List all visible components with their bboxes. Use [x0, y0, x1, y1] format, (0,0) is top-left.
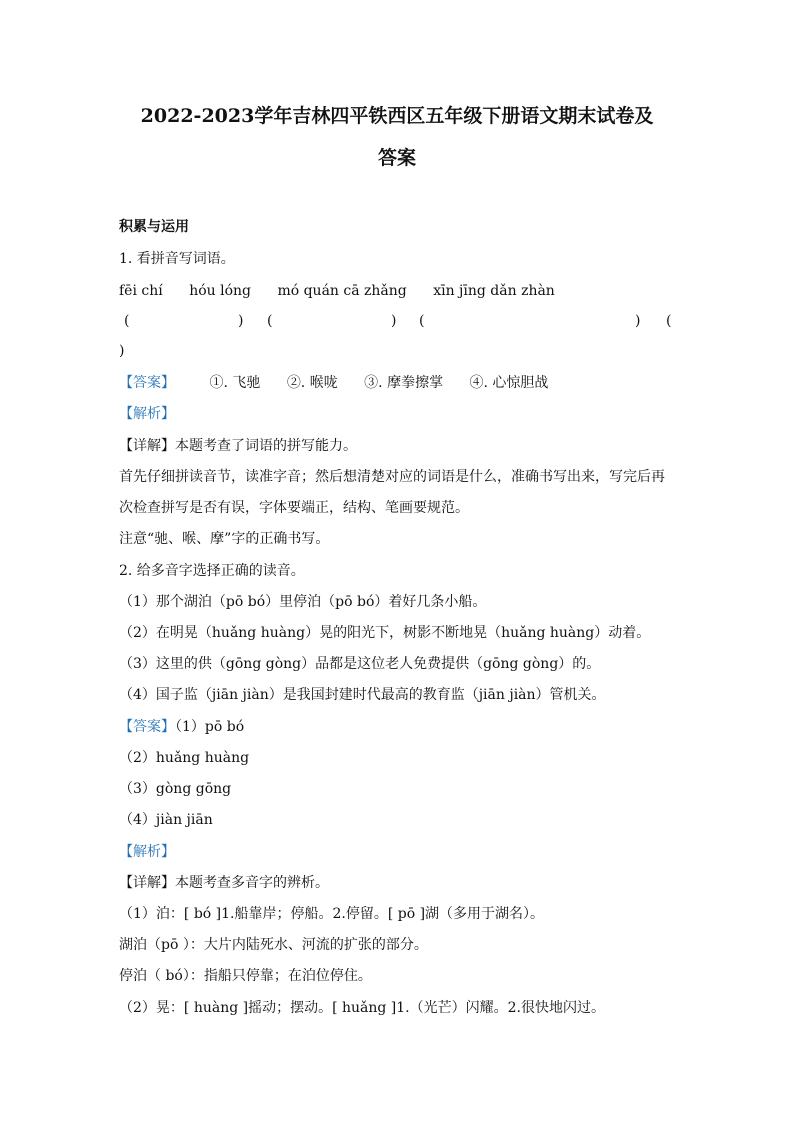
q1-answer-4: ④. 心惊胆战 [469, 375, 549, 391]
q2-stem: 2. 给多音字选择正确的读音。 [119, 563, 305, 579]
q1-blank-3-close: ) [635, 313, 641, 329]
q1-answer-1: ①. 飞驰 [209, 375, 261, 391]
q1-blank-1-close: ) [238, 313, 244, 329]
document-title-line2: 答案 [377, 147, 416, 169]
q1-blank-1-open: ( [124, 313, 130, 329]
q1-para-1: 首先仔细拼读音节，读准字音；然后想清楚对应的词语是什么，准确书写出来，写完后再 [119, 469, 665, 485]
q2-answer-3: （3）gòng gōng [119, 781, 232, 797]
q1-blank-2-open: ( [267, 313, 273, 329]
q2-line-1: （1）泊：[ bó ]1.船靠岸；停船。2.停留。[ pō ]湖（多用于湖名）。 [119, 906, 545, 922]
q2-answer-1 [119, 717, 244, 737]
section-heading: 积累与运用 [119, 219, 189, 235]
q2-answer-tag: 【答案】 [119, 719, 175, 735]
q2-line-2: 湖泊（pō ）：大片内陆死水、河流的扩张的部分。 [119, 937, 428, 953]
q2-detail-text: 本题考查多音字的辨析。 [175, 875, 329, 891]
q2-detail [119, 873, 329, 893]
q1-detail [119, 436, 357, 456]
q2-item-2: （2）在明晃（huǎng huàng）晃的阳光下，树影不断地晃（huǎng huàng）动着。 [119, 625, 651, 641]
q1-blank-4-close: ) [119, 343, 125, 359]
q2-answer-4: （4）jiàn jiān [119, 812, 213, 828]
q1-blank-4-open: ( [666, 313, 672, 329]
q2-item-4: （4）国子监（jiān jiàn）是我国封建时代最高的教育监（jiān jiàn）管机关。 [119, 687, 606, 703]
document-title-line1: 2022-2023学年吉林四平铁西区五年级下册语文期末试卷及 [140, 105, 654, 127]
q1-analysis-tag: 【解析】 [119, 406, 175, 422]
q2-detail-tag: 【详解】 [119, 875, 175, 891]
q1-detail-text: 本题考查了词语的拼写能力。 [175, 438, 357, 454]
q1-answer-tag: 【答案】 [119, 375, 175, 391]
q1-note: 注意“驰、喉、摩”字的正确书写。 [119, 531, 330, 547]
q2-line-3: 停泊（ bó）：指船只停靠；在泊位停住。 [119, 968, 372, 984]
q1-pinyin-4: xīn jīng dǎn zhàn [433, 283, 555, 299]
q1-stem: 1. 看拼音写词语。 [119, 251, 235, 267]
q1-pinyin-1: fēi chí [119, 283, 163, 299]
q2-answer-2: （2）huǎng huàng [119, 750, 250, 766]
q2-item-3: （3）这里的供（gōng gòng）品都是这位老人免费提供（gōng gòng）的。 [119, 656, 601, 672]
q1-blank-3-open: ( [419, 313, 425, 329]
q1-blank-2-close: ) [391, 313, 397, 329]
q1-answer [119, 373, 548, 393]
q1-para-2: 次检查拼写是否有误，字体要端正，结构、笔画要规范。 [119, 500, 469, 516]
q1-pinyin-row [119, 281, 555, 301]
q1-pinyin-2: hóu lóng [189, 283, 251, 299]
q1-answer-3: ③. 摩拳擦掌 [364, 375, 444, 391]
q2-line-4: （2）晃：[ huàng ]摇动；摆动。[ huǎng ]1.（光芒）闪耀。2.很快地闪过。 [119, 1000, 605, 1016]
q1-detail-tag: 【详解】 [119, 438, 175, 454]
q2-answer-1-text: （1）pō bó [175, 719, 245, 735]
q2-item-1: （1）那个湖泊（pō bó）里停泊（pō bó）着好几条小船。 [119, 594, 487, 610]
q2-analysis-tag: 【解析】 [119, 844, 175, 860]
q1-pinyin-3: mó quán cā zhǎng [277, 283, 407, 299]
q1-answer-2: ②. 喉咙 [286, 375, 338, 391]
